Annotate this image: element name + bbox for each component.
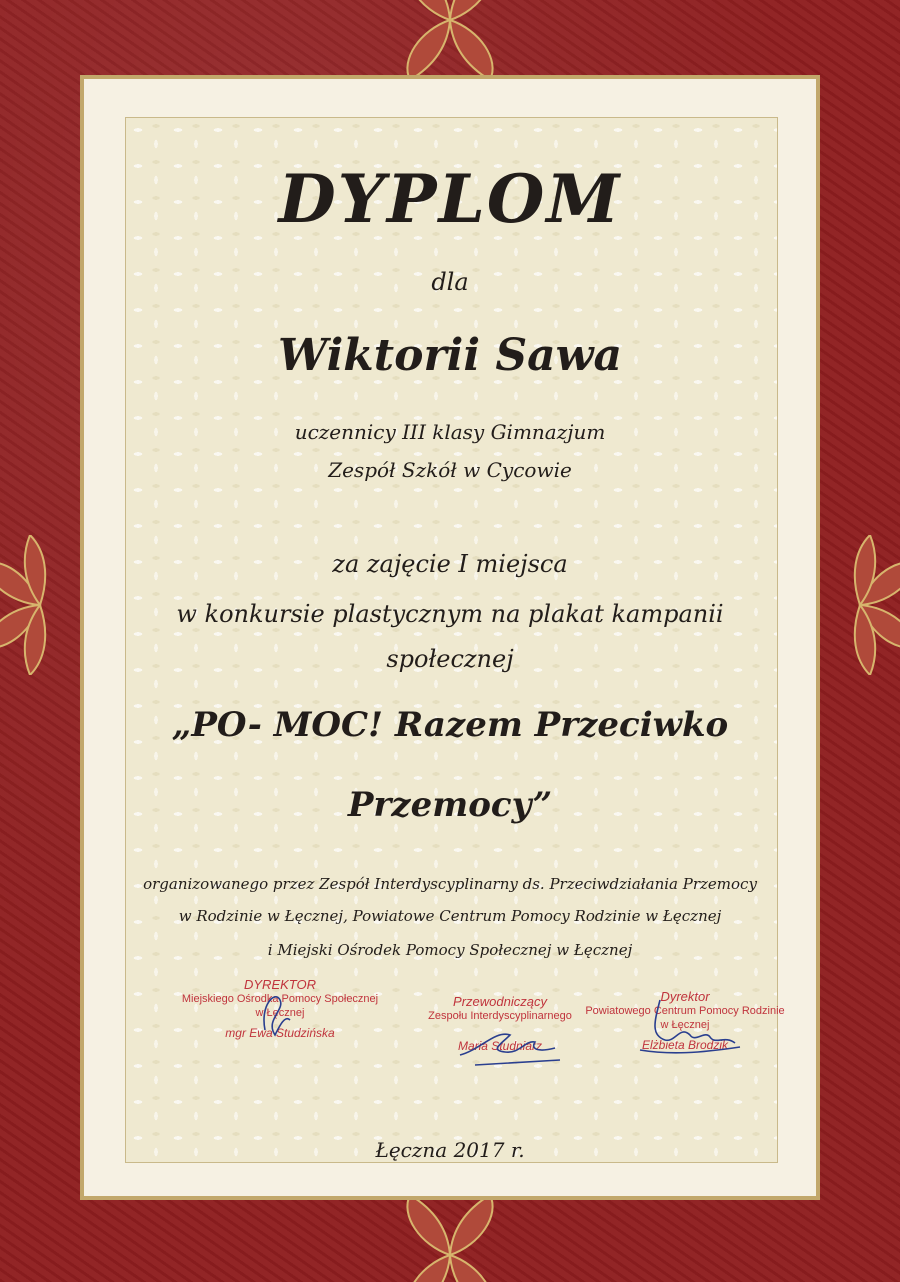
- signature-institution: Miejskiego Ośrodka Pomocy Społecznej: [181, 993, 379, 1005]
- handwritten-signature-3: [630, 995, 750, 1065]
- campaign-title-line2: Przemocy”: [347, 785, 553, 825]
- handwritten-signature-1: [245, 985, 305, 1045]
- signature-institution-city: w Łęcznej: [660, 1019, 710, 1031]
- signature-heading: Dyrektor: [660, 989, 710, 1004]
- recipient-name: Wiktorii Sawa: [277, 330, 623, 381]
- signature-name: Elżbieta Brodzik: [641, 1038, 729, 1052]
- place-and-date: Łęczna 2017 r.: [375, 1138, 525, 1162]
- campaign-title-line1: „PO- MOC! Razem Przeciwko: [171, 705, 729, 745]
- organizer-line-2: w Rodzinie w Łęcznej, Powiatowe Centrum Pomocy Rodzinie w Łęcznej: [178, 907, 722, 925]
- signature-institution: Zespołu Interdyscyplinarnego: [428, 1010, 572, 1022]
- signature-heading: DYREKTOR: [244, 977, 316, 992]
- signature-heading: Przewodniczący: [453, 994, 547, 1009]
- signature-institution: Powiatowego Centrum Pomocy Rodzinie: [585, 1005, 785, 1017]
- school-name: Zespół Szkół w Cycowie: [328, 458, 572, 482]
- signature-institution-city: w Łęcznej: [255, 1007, 305, 1019]
- organizer-line-1: organizowanego przez Zespół Interdyscyplinarny ds. Przeciwdziałania Przemocy: [143, 875, 757, 893]
- signature-name: Maria Studniarz: [457, 1039, 543, 1053]
- contest-description-cont: społecznej: [386, 645, 514, 673]
- for-label: dla: [431, 268, 469, 296]
- contest-description: w konkursie plastycznym na plakat kampanii: [176, 600, 724, 628]
- student-description: uczennicy III klasy Gimnazjum: [294, 420, 606, 444]
- diploma-title: DYPLOM: [278, 160, 622, 238]
- signature-name: mgr Ewa Studzińska: [225, 1026, 335, 1040]
- organizer-line-3: i Miejski Ośrodek Pomocy Społecznej w Łęcznej: [267, 941, 633, 959]
- handwritten-signature-2: [455, 1020, 565, 1070]
- award-line: za zajęcie I miejsca: [332, 550, 568, 578]
